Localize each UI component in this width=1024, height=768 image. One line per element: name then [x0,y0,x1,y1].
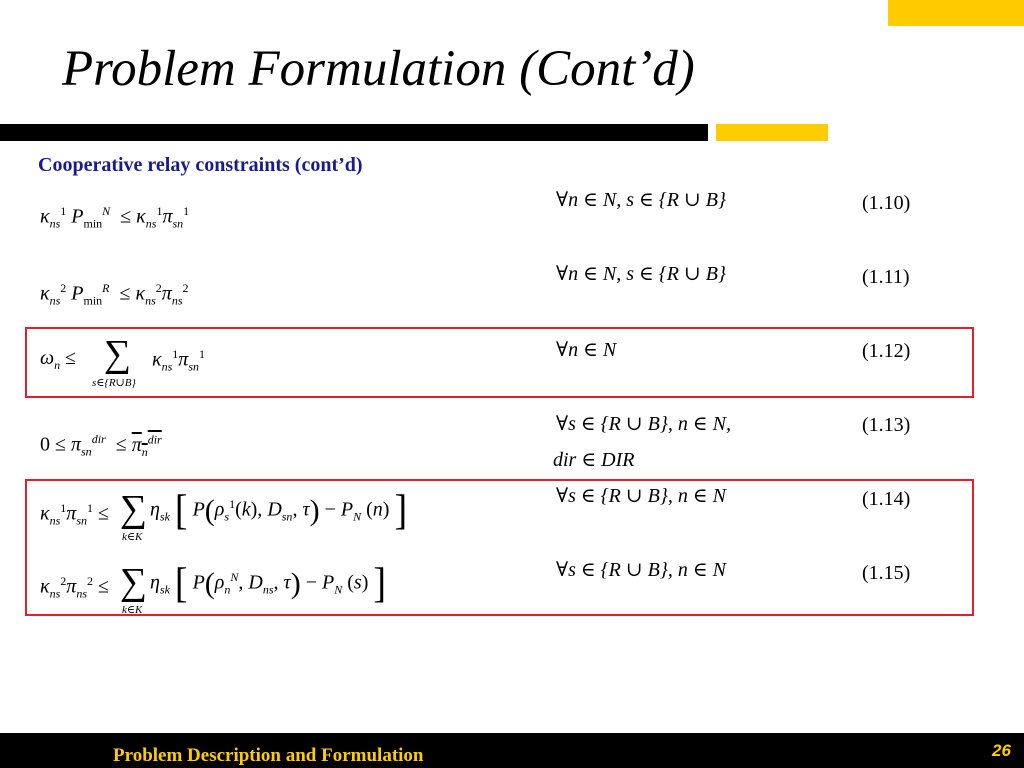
equation-1-15-rhs: $\eta_{sk}$ [ $P(\rho_n^N$, $D_{ns}$, $\tau) - P_N$ (s) ] [150,560,387,608]
condition-1-10: ∀n ∈ N, s ∈ {R ∪ B} [556,189,726,211]
title-divider-gold [716,124,828,141]
equation-1-14: $\kappa_{ns}^1\pi_{sn}^1$ ≤ [40,501,109,528]
footer-title: Problem Description and Formulation [113,745,424,766]
equation-number-1-13: (1.13) [862,414,911,436]
equation-number-1-12: (1.12) [862,340,911,362]
title-divider-black [0,124,708,141]
page-number: 26 [992,741,1011,760]
condition-1-11: ∀n ∈ N, s ∈ {R ∪ B} [556,263,726,285]
equation-1-12-rhs: $\kappa_{ns}^1\pi_{sn}^1$ [152,347,205,374]
equation-1-13: $0 \le \pi_{sn}^{dir} \le \pi_n^{dir}$ [40,432,162,459]
equation-number-1-11: (1.11) [862,266,910,288]
equation-number-1-15: (1.15) [862,562,911,584]
section-subtitle: Cooperative relay constraints (cont’d) [38,154,363,176]
equation-1-15: $\kappa_{ns}^2\pi_{ns}^2$ ≤ [40,574,109,601]
sum-limit-1-15: k∈K [122,604,143,616]
summation-1-12: ∑ [104,333,132,375]
equation-1-14-rhs: $\eta_{sk}$ [ $P(\rho_s^1(k)$, $D_{sn}$, $\tau) - P_N$ (n) ] [150,487,408,535]
summation-1-14: ∑ [120,488,148,530]
sum-limit-1-12: s∈{R∪B} [92,377,136,389]
condition-1-14: ∀s ∈ {R ∪ B}, n ∈ N [556,485,726,507]
corner-accent-bar [888,0,1024,26]
equation-1-10: $\kappa_{ns}^1$ $P_{min}^N \le \kappa_{ns}^1\pi_{sn}^1$ [40,204,190,231]
condition-1-12: ∀n ∈ N [556,339,617,361]
condition-1-13: ∀s ∈ {R ∪ B}, n ∈ N, [556,413,731,435]
sum-limit-1-14: k∈K [122,531,143,543]
summation-1-15: ∑ [120,561,148,603]
slide-title: Problem Formulation (Cont’d) [62,41,695,97]
equation-1-11: $\kappa_{ns}^2$ $P_{min}^R \le \kappa_{ns}^2\pi_{ns}^2$ [40,281,189,308]
equation-1-12: $\omega_n$ ≤ [40,347,77,372]
condition-1-15: ∀s ∈ {R ∪ B}, n ∈ N [556,559,726,581]
equation-number-1-14: (1.14) [862,488,911,510]
equation-number-1-10: (1.10) [862,192,911,214]
condition-1-13-line2: dir ∈ DIR [553,449,635,471]
